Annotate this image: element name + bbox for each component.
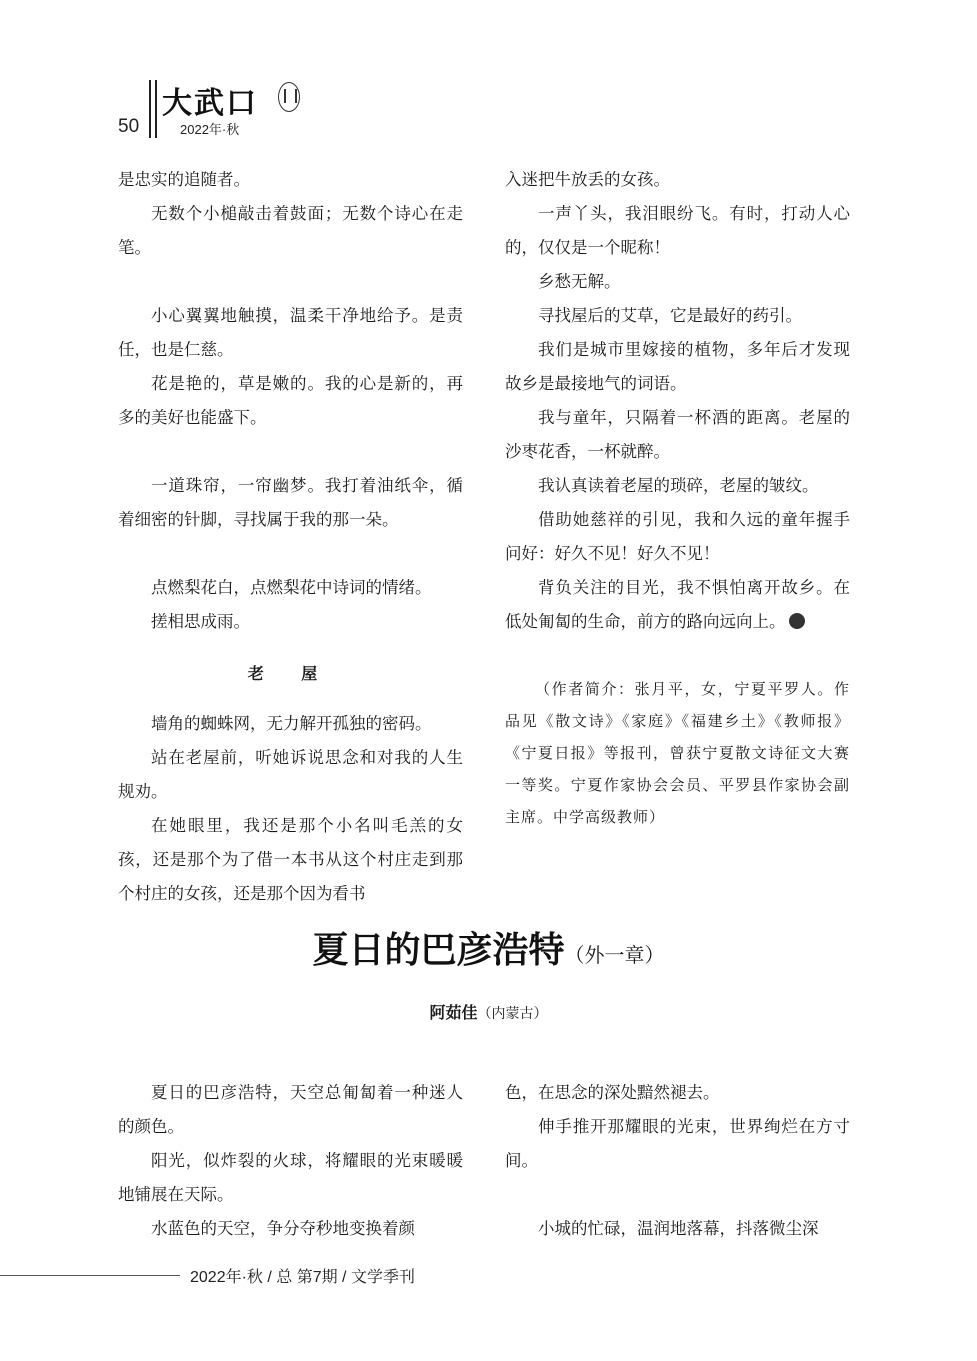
paragraph: 一道珠帘，一帘幽梦。我打着油纸伞，循着细密的针脚，寻找属于我的那一朵。 — [118, 476, 463, 529]
article-title-main: 夏日的巴彦浩特 — [312, 929, 565, 971]
magazine-logo: 大武口 — [162, 86, 258, 121]
paragraph: 我认真读着老屋的琐碎，老屋的皱纹。 — [538, 476, 819, 495]
paragraph: 色，在思念的深处黯然褪去。 — [505, 1083, 720, 1102]
paragraph: 墙角的蜘蛛网，无力解开孤独的密码。 — [151, 714, 432, 733]
paragraph-last — [505, 571, 850, 639]
page-footer: 2022年·秋 / 总 第7期 / 文学季刊 — [190, 1269, 415, 1286]
paragraph: 站在老屋前，听她诉说思念和对我的人生规劝。 — [118, 748, 463, 801]
page-number: 50 — [118, 116, 140, 137]
issue-season: 2022年·秋 — [180, 122, 240, 137]
article-author — [0, 1000, 977, 1023]
paragraph: 在她眼里，我还是那个小名叫毛羔的女孩，还是那个为了借一本书从这个村庄走到那个村庄的女孩，还是那个因为看书 — [118, 816, 463, 903]
column-1 — [118, 163, 463, 911]
header-divider — [149, 80, 151, 138]
paragraph: 借助她慈祥的引见，我和久远的童年握手问好：好久不见！好久不见！ — [505, 510, 850, 563]
paragraph-text: 背负关注的目光，我不惧怕离开故乡。在低处匍匐的生命，前方的路向远向上。 — [505, 578, 850, 631]
column-2 — [505, 163, 850, 833]
section-title: 老 屋 — [247, 664, 334, 683]
article-title — [0, 922, 977, 973]
paragraph: 我与童年，只隔着一杯酒的距离。老屋的沙枣花香，一杯就醉。 — [505, 408, 850, 461]
author-bio: （作者简介：张月平，女，宁夏平罗人。作品见《散文诗》《家庭》《福建乡土》《教师报》《宁夏日报》等报刊，曾获宁夏散文诗征文大赛一等奖。宁夏作家协会会员、平罗县作家协会副主席。中学高级教师） — [505, 680, 850, 826]
paragraph: 阳光，似炸裂的火球，将耀眼的光束暖暖地铺展在天际。 — [118, 1151, 463, 1204]
page-header — [118, 78, 378, 140]
seal-icon — [278, 82, 300, 112]
paragraph: 伸手推开那耀眼的光束，世界绚烂在方寸间。 — [505, 1117, 850, 1170]
paragraph: 一声丫头，我泪眼纷飞。有时，打动人心的，仅仅是一个昵称！ — [505, 204, 850, 257]
paragraph: 入迷把牛放丢的女孩。 — [505, 170, 670, 189]
paragraph: 点燃梨花白，点燃梨花中诗词的情绪。 — [151, 578, 432, 597]
footer-divider — [0, 1275, 180, 1276]
paragraph: 无数个小槌敲击着鼓面；无数个诗心在走笔。 — [118, 204, 463, 257]
author-name: 阿茹佳 — [429, 1003, 478, 1022]
paragraph: 乡愁无解。 — [538, 272, 621, 291]
paragraph: 夏日的巴彦浩特，天空总匍匐着一种迷人的颜色。 — [118, 1083, 463, 1136]
header-divider — [155, 80, 157, 138]
author-region: （内蒙古） — [477, 1006, 548, 1022]
column-3 — [118, 1076, 463, 1246]
paragraph: 水蓝色的天空，争分夺秒地变换着颜 — [151, 1219, 415, 1238]
paragraph: 小心翼翼地触摸，温柔干净地给予。是责任，也是仁慈。 — [118, 306, 463, 359]
paragraph: 搓相思成雨。 — [151, 612, 250, 631]
end-mark-icon — [789, 613, 805, 629]
article-subtitle: （外一章） — [564, 943, 665, 967]
paragraph: 我们是城市里嫁接的植物，多年后才发现故乡是最接地气的词语。 — [505, 340, 850, 393]
paragraph: 寻找屋后的艾草，它是最好的药引。 — [538, 306, 802, 325]
paragraph: 花是艳的，草是嫩的。我的心是新的，再多的美好也能盛下。 — [118, 374, 463, 427]
paragraph: 是忠实的追随者。 — [118, 170, 250, 189]
paragraph: 小城的忙碌，温润地落幕，抖落微尘深 — [538, 1219, 819, 1238]
column-4 — [505, 1076, 850, 1246]
